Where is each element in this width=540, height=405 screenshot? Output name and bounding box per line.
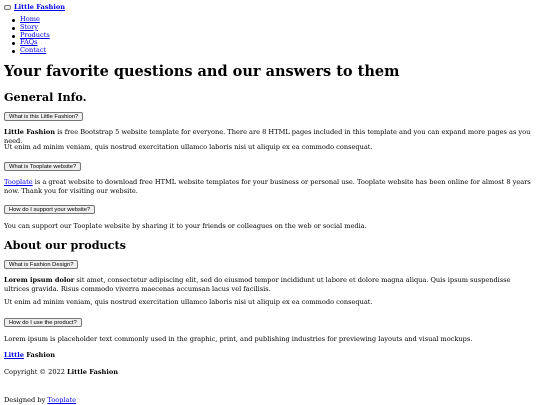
faq-answer-fashion-design	[4, 276, 536, 293]
general-info-heading: General Info.	[4, 90, 87, 104]
faq-answer-tooplate	[4, 178, 536, 195]
faq-answer-use-product: Lorem ipsum is placeholder text commonly used in the graphic, print, and publishing industries for previewing layouts and visual mockups.	[4, 335, 473, 343]
nav-link-story[interactable]: Story	[20, 22, 39, 31]
navbar-toggler-button[interactable]	[4, 5, 11, 10]
answer-bold-text: Little Fashion	[4, 128, 56, 136]
nav-link-products[interactable]: Products	[20, 30, 50, 39]
copyright-brand: Little Fashion	[67, 368, 119, 376]
footer-brand-link[interactable]: Little	[4, 351, 24, 359]
brand-link[interactable]: Little Fashion	[14, 3, 66, 11]
nav-menu	[20, 16, 50, 55]
answer-text: is free Bootstrap 5 website template for everyone. There are 8 HTML pages included in this template and you can expand more pages as you need.	[4, 128, 531, 145]
faq-question-button-tooplate[interactable]: What is Tooplate website?	[4, 162, 81, 171]
answer-text: sit amet, consectetur adipiscing elit, sed do eiusmod tempor incididunt ut labore et dolore magna aliqua. Quis ipsum suspendisse ultrices gravida. Risus commodo viverra maecenas accumsan lacus vel facilisis.	[4, 276, 511, 293]
footer-brand-text: Fashion	[23, 351, 56, 359]
designer-link[interactable]: Tooplate	[47, 396, 77, 404]
nav-item-contact	[20, 47, 50, 55]
page-title: Your favorite questions and our answers to them	[4, 63, 400, 80]
designed-by-prefix: Designed by	[4, 396, 48, 404]
designed-by-text	[4, 396, 536, 405]
faq-question-button-fashion-design[interactable]: What is Fashion Design?	[4, 260, 78, 269]
navbar	[4, 3, 65, 11]
nav-link-faqs[interactable]: FAQs	[20, 38, 38, 47]
copyright-text	[4, 368, 536, 377]
products-heading: About our products	[4, 238, 126, 252]
nav-link-home[interactable]: Home	[20, 15, 40, 23]
answer-bold-text: Lorem ipsum dolor	[4, 276, 75, 284]
faq-question-button-use-product[interactable]: How do I use the product?	[4, 318, 82, 327]
faq-question-button-support[interactable]: How do I support your website?	[4, 205, 95, 214]
tooplate-link[interactable]: Tooplate	[4, 178, 33, 186]
faq-answer-support: You can support our Tooplate website by sharing it to your friends or colleagues on the web or social media.	[4, 222, 367, 230]
faq-question-button-little-fashion[interactable]: What is this Little Fashion?	[4, 112, 83, 121]
copyright-prefix: Copyright © 2022	[4, 368, 68, 376]
faq-answer-extra-text: Ut enim ad minim veniam, quis nostrud exercitation ullamco laboris nisi ut aliquip ex ea commodo consequat.	[4, 143, 373, 151]
footer-brand	[4, 351, 536, 360]
nav-link-contact[interactable]: Contact	[20, 46, 47, 55]
answer-text: is a great website to download free HTML website templates for your business or personal use. Tooplate website has been online for almost 8 years now. Thank you for visiting our website.	[4, 178, 531, 195]
faq-answer-extra-text: Ut enim ad minim veniam, quis nostrud exercitation ullamco laboris nisi ut aliquip ex ea commodo consequat.	[4, 298, 373, 306]
